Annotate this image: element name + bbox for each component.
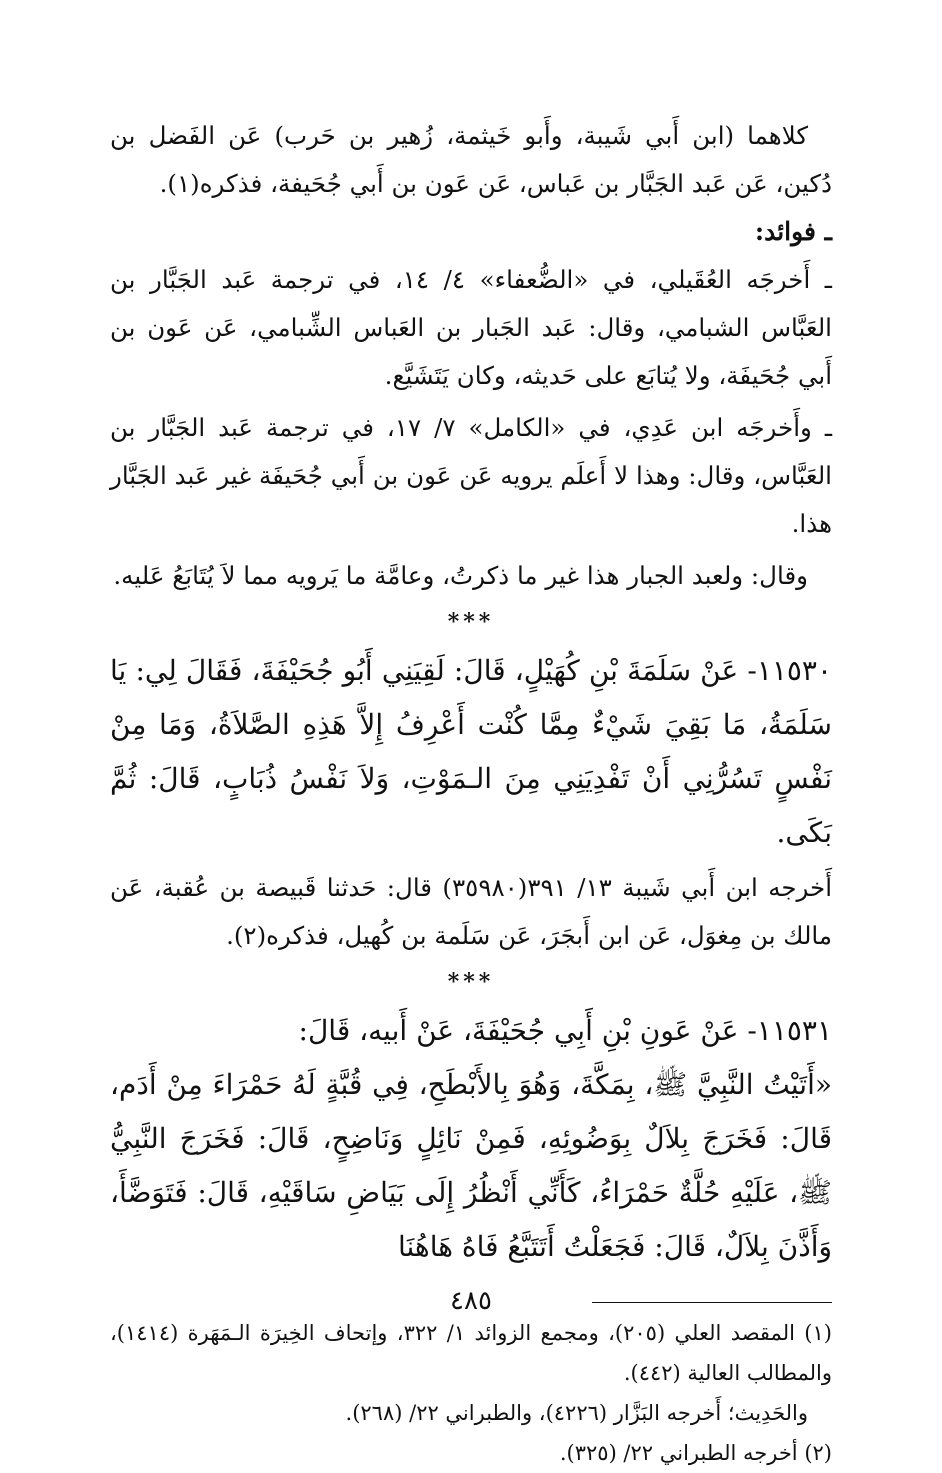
benefit-paragraph-2: ـ وأَخرجَه ابن عَدِي، في «الكامل» ٧/ ١٧، في ترجمة عَبد الجَبَّار بن العَبَّاس، وقال: وهذا لا أَعلَم يرويه عَن عَون بن أَبي جُحَيفَة غير عَبد الجَبَّار هذا. [110,413,832,538]
footnotes [110,1313,832,1473]
section-separator-2: *** [447,969,495,995]
hadith-11531-intro: ١١٥٣١- عَنْ عَونِ بْنِ أَبِي جُحَيْفَةَ، عَنْ أَبيه، قَالَ: [298,1014,832,1047]
hadith-11530: ١١٥٣٠- عَنْ سَلَمَةَ بْنِ كُهَيْلٍ، قَالَ: لَقِيَنِي أَبُو جُحَيْفَةَ، فَقَالَ لِي: يَا سَلَمَةُ، مَا بَقِيَ شَيْءٌ مِمَّا كُنْت أَعْرِفُ إِلاَّ هَذِهِ الصَّلاَةُ، وَمَا مِنْ نَفْسٍ تَسُرُّنِي أَنْ تَفْدِيَنِي مِنَ الـمَوْتِ، وَلاَ نَفْسُ ذُبَابٍ، قَالَ: ثُمَّ بَكَى. [110,654,833,849]
footnote-1-continuation: والحَدِيث؛ أَخرجه البَزَّار (٤٢٢٦)، والطبراني ٢٢/ (٢٦٨). [345,1401,808,1425]
benefits-heading: ـ فوائد: [754,217,832,246]
takhrij-11530: أَخرجه ابن أَبي شَيبة ١٣/ ٣٩١(٣٥٩٨٠) قال: حَدثنا قَبيصة بن عُقبة، عَن مالك بن مِغوَل، عَن ابن أَبجَرَ، عَن سَلَمة بن كُهيل، فذكره(٢). [110,873,833,950]
footnote-1: (١) المقصد العلي (٢٠٥)، ومجمع الزوائد ١/ ٣٢٢، وإتحاف الخِيرَة الـمَهَرة (١٤١٤)، والمطالب العالية (٤٤٢). [110,1321,832,1385]
section-separator-1: *** [447,609,495,635]
intro-paragraph: كلاهما (ابن أَبي شَيبة، وأَبو خَيثمة، زُهير بن حَرب) عَن الفَضل بن دُكين، عَن عَبد الجَبَّار بن عَباس، عَن عَون بن أَبي جُحَيفة، فذكره(١). [110,121,832,198]
benefit-paragraph-3: وقال: ولعبد الجبار هذا غير ما ذكرتُ، وعامَّة ما يَرويه مما لاَ يُتَابَعُ عَليه. [113,561,808,590]
footnote-2: (٢) أخرجه الطبراني ٢٢/ (٣٢٥). [559,1441,832,1465]
benefit-paragraph-1: ـ أَخرجَه العُقَيلي، في «الضُّعفاء» ٤/ ١٤، في ترجمة عَبد الجَبَّار بن العَبَّاس الشبامي، وقال: عَبد الجَبار بن العَباس الشِّبامي، عَن عَون بن أَبي جُحَيفَة، ولا يُتابَع على حَديثه، وكان يَتَشَيَّع. [110,265,832,390]
page-number: ٤٨٥ [450,1286,492,1316]
hadith-11531-text: «أَتَيْتُ النَّبِيَّ ﷺ، بِمَكَّةَ، وَهُوَ بِالأَبْطَحِ، فِي قُبَّةٍ لَهُ حَمْرَاءَ مِنْ أَدَم، قَالَ: فَخَرَجَ بِلاَلٌ بِوَضُوئِهِ، فَمِنْ نَائِلٍ وَنَاضِحٍ، قَالَ: فَخَرَجَ النَّبِيُّ ﷺ، عَلَيْهِ حُلَّةٌ حَمْرَاءُ، كَأَنِّي أَنْظُرُ إِلَى بَيَاضِ سَاقَيْهِ، قَالَ: فَتَوَضَّأَ، وَأَذَّنَ بِلاَلٌ، قَالَ: فَجَعَلْتُ أَتَتَبَّعُ فَاهُ هَاهُنَا [110,1068,832,1263]
